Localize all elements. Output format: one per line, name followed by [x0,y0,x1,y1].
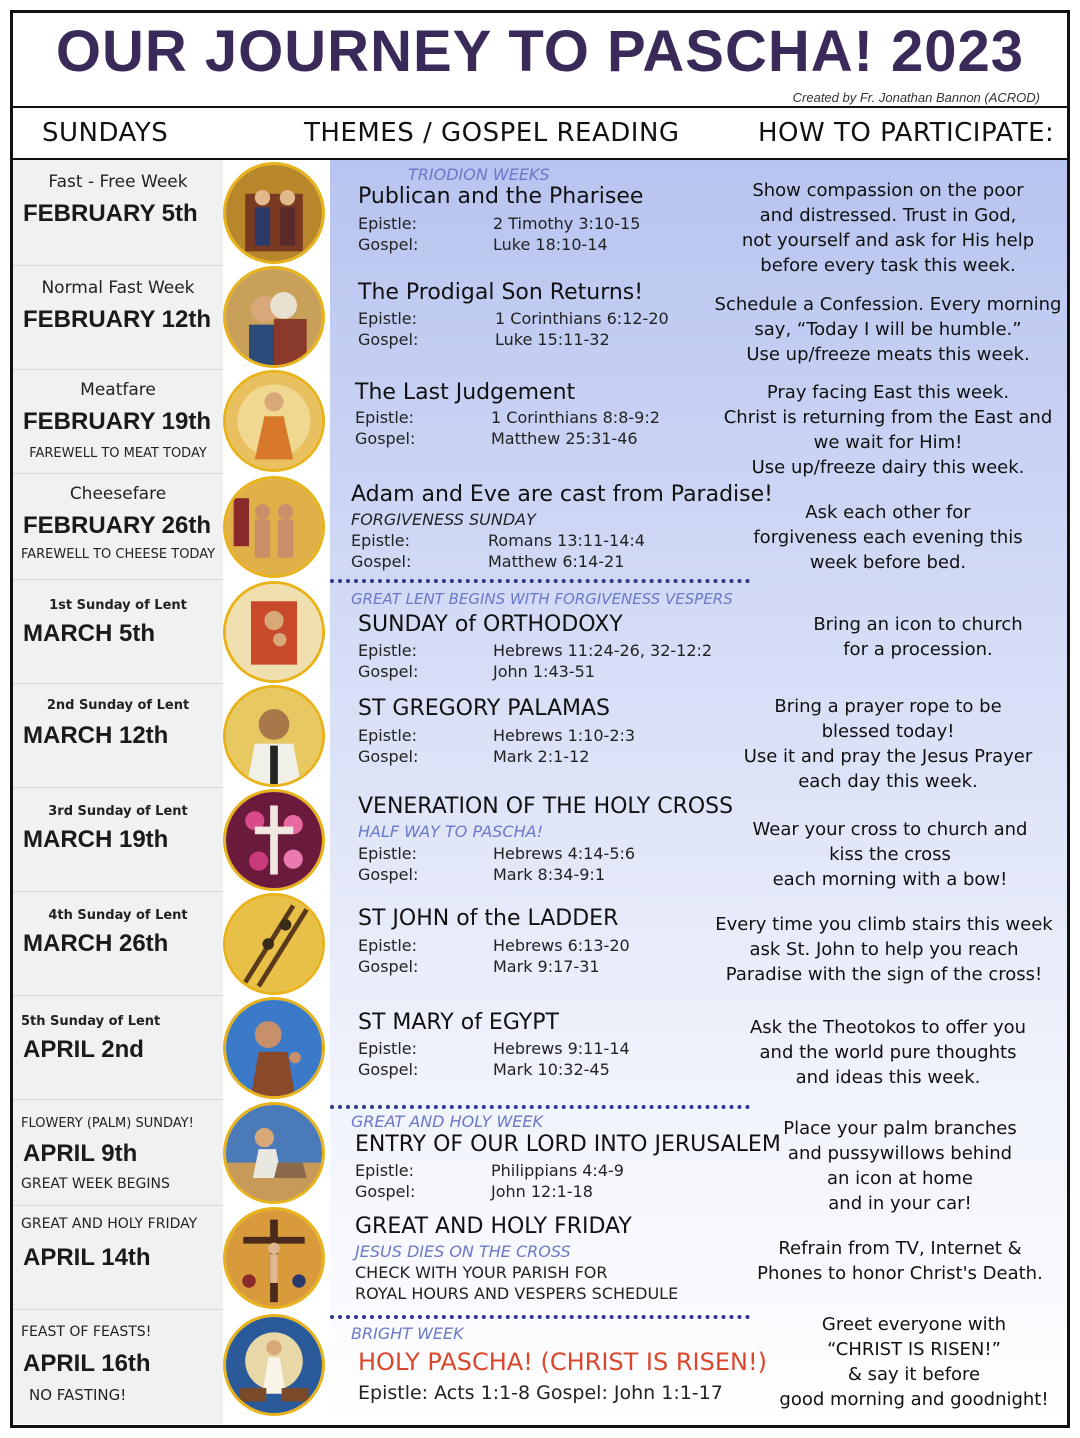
epistle-label: Epistle: [358,936,417,955]
resurrection-icon [223,1314,325,1416]
gospel-label: Gospel: [358,662,419,681]
gospel-reading: Luke 15:11-32 [495,330,610,349]
epistle-reading: Hebrews 9:11-14 [493,1039,630,1058]
theme-subtitle: JESUS DIES ON THE CROSS [355,1242,571,1261]
week-note: FAREWELL TO MEAT TODAY [29,446,207,461]
epistle-reading: Hebrews 11:24-26, 32-12:2 [493,641,713,660]
row-feb-19 [13,370,1067,478]
gospel-reading: Mark 10:32-45 [493,1060,610,1079]
sunday-date: MARCH 19th [23,826,169,853]
column-header-sundays: SUNDAYS [42,118,169,148]
epistle-label: Epistle: [351,531,410,550]
row-mar-12 [13,684,1067,792]
epistle-label: Epistle: [358,641,417,660]
gospel-reading: Mark 9:17-31 [493,957,600,976]
column-header-themes: THEMES / GOSPEL READING [304,118,680,148]
sunday-date: APRIL 14th [23,1244,151,1271]
theme-title: ST JOHN of the LADDER [358,906,619,931]
sunday-date: FEBRUARY 19th [23,408,212,435]
page-title: OUR JOURNEY TO PASCHA! 2023 [55,19,1025,84]
theme-title: ST GREGORY PALAMAS [358,696,611,721]
publican-pharisee-icon [223,162,325,264]
theotokos-icon [223,581,325,683]
participation-text: Bring a prayer rope to be blessed today! Use it and pray the Jesus Prayer each day this week. [743,696,1033,792]
theme-title: Publican and the Pharisee [358,184,644,209]
theme-title: The Last Judgement [355,380,576,405]
sunday-date: MARCH 5th [23,620,155,647]
credit-line: Created by Fr. Jonathan Bannon (ACROD) [792,90,1040,105]
theme-title: ENTRY OF OUR LORD INTO JERUSALEM [355,1132,781,1157]
gospel-label: Gospel: [358,1060,419,1079]
epistle-label: Epistle: [355,1161,414,1180]
theme-subtitle: HALF WAY TO PASCHA! [358,822,543,841]
week-label: Fast - Free Week [48,172,188,192]
sunday-date: MARCH 12th [23,722,169,749]
participation-text: Ask each other for forgiveness each evening this week before bed. [753,502,1023,573]
participation-text: Ask the Theotokos to offer you and the world pure thoughts and ideas this week. [749,1017,1027,1088]
column-header-participate: HOW TO PARTICIPATE: [758,118,1055,148]
prodigal-son-icon [223,266,325,368]
theme-title: GREAT AND HOLY FRIDAY [355,1214,632,1239]
theme-title: SUNDAY of ORTHODOXY [358,612,623,637]
sunday-date: MARCH 26th [23,930,169,957]
sunday-date: APRIL 9th [23,1140,138,1167]
week-note: FAREWELL TO CHEESE TODAY [20,547,216,562]
sunday-date: FEBRUARY 26th [23,512,212,539]
crucifixion-icon [223,1207,325,1309]
theme-subtitle: FORGIVENESS SUNDAY [351,510,536,529]
theme-title: VENERATION OF THE HOLY CROSS [358,794,734,819]
week-label: 2nd Sunday of Lent [46,698,190,713]
epistle-reading: Hebrews 6:13-20 [493,936,630,955]
section-tag-holy-week: GREAT AND HOLY WEEK [351,1112,543,1131]
gospel-reading: Matthew 6:14-21 [488,552,625,571]
gospel-label: Gospel: [358,235,419,254]
gospel-label: Gospel: [351,552,412,571]
participation-text: Schedule a Confession. Every morning say, “Today I will be humble.” Use up/freeze meats this week. [714,294,1062,365]
epistle-reading: Romans 13:11-14:4 [488,531,645,550]
last-judgement-icon [223,370,325,472]
participation-text: Every time you climb stairs this week ask St. John to help you reach Paradise with the sign of the cross! [715,914,1053,985]
gospel-label: Gospel: [358,957,419,976]
gospel-reading: Mark 2:1-12 [493,747,590,766]
theme-title: HOLY PASCHA! (CHRIST IS RISEN!) [358,1348,767,1376]
section-tag-triodion: TRIODION WEEKS [408,165,550,184]
palm-sunday-icon [223,1102,325,1204]
row-mar-5 [13,580,1067,684]
sunday-date: FEBRUARY 5th [23,200,198,227]
theme-title: The Prodigal Son Returns! [358,280,644,305]
participation-text: Place your palm branches and pussywillows behind an icon at home and in your car! [783,1118,1017,1214]
section-tag-bright: BRIGHT WEEK [351,1324,464,1343]
theme-title: ST MARY of EGYPT [358,1010,559,1035]
participation-text: Pray facing East this week. Christ is returning from the East and we wait for Him! Use up/freeze dairy this week. [723,382,1053,478]
epistle-label: Epistle: [358,1039,417,1058]
row-mar-26 [13,892,1067,996]
epistle-label: Epistle: [358,726,417,745]
gospel-reading: John 1:43-51 [493,662,595,681]
row-apr-14 [13,1206,1067,1310]
gospel-reading: John 12:1-18 [491,1182,593,1201]
week-label: FEAST OF FEASTS! [21,1324,152,1340]
header-divider [10,106,1070,108]
participation-text: Greet everyone with “CHRIST IS RISEN!” & say it before good morning and goodnight! [779,1314,1049,1410]
week-note: GREAT WEEK BEGINS [21,1176,170,1192]
gospel-label: Gospel: [355,429,416,448]
row-feb-26 [13,474,1067,580]
holy-cross-icon [223,789,325,891]
week-label: 5th Sunday of Lent [21,1014,161,1029]
participation-text: Refrain from TV, Internet & Phones to honor Christ's Death. [757,1238,1043,1284]
epistle-reading: Hebrews 1:10-2:3 [493,726,636,745]
epistle-label: Epistle: [358,214,417,233]
theme-title: Adam and Eve are cast from Paradise! [351,482,773,507]
week-note: NO FASTING! [29,1386,127,1404]
participation-text: Wear your cross to church and kiss the cross each morning with a bow! [752,819,1028,890]
week-label: 4th Sunday of Lent [48,908,188,923]
section-tag-great-lent: GREAT LENT BEGINS WITH FORGIVENESS VESPERS [351,590,733,608]
gospel-label: Gospel: [358,747,419,766]
epistle-reading: 1 Corinthians 8:8-9:2 [491,408,660,427]
row-apr-16 [13,1310,1067,1424]
sunday-date: APRIL 2nd [23,1036,144,1063]
schedule-note-line: ROYAL HOURS AND VESPERS SCHEDULE [355,1284,679,1303]
row-mar-19 [13,788,1067,892]
schedule-note-line: CHECK WITH YOUR PARISH FOR [355,1263,608,1282]
ladder-icon [223,893,325,995]
week-label: Cheesefare [69,484,167,504]
week-label: 3rd Sunday of Lent [48,804,188,819]
week-label: GREAT AND HOLY FRIDAY [21,1216,198,1232]
gospel-label: Gospel: [355,1182,416,1201]
epistle-reading: Philippians 4:4-9 [491,1161,624,1180]
row-feb-5 [13,160,1067,276]
gospel-reading: Mark 8:34-9:1 [493,865,605,884]
week-label: Normal Fast Week [41,278,195,298]
gregory-palamas-icon [223,685,325,787]
epistle-reading: 2 Timothy 3:10-15 [493,214,641,233]
epistle-reading: 1 Corinthians 6:12-20 [495,309,669,328]
row-feb-12 [13,266,1067,370]
mary-of-egypt-icon [223,997,325,1099]
participation-text: Show compassion on the poor and distressed. Trust in God, not yourself and ask for His help before every task this week. [741,180,1035,276]
gospel-label: Gospel: [358,330,419,349]
week-label: FLOWERY (PALM) SUNDAY! [21,1116,194,1131]
sunday-date: APRIL 16th [23,1350,151,1377]
week-label: 1st Sunday of Lent [49,598,187,613]
gospel-reading: Matthew 25:31-46 [491,429,638,448]
row-apr-9 [13,1100,1067,1214]
week-label: Meatfare [80,380,156,400]
participation-text: Bring an icon to church for a procession. [813,614,1023,660]
row-apr-2 [13,996,1067,1100]
epistle-label: Epistle: [358,844,417,863]
sunday-date: FEBRUARY 12th [23,306,212,333]
adam-eve-icon [223,476,325,578]
gospel-reading: Luke 18:10-14 [493,235,608,254]
epistle-reading: Hebrews 4:14-5:6 [493,844,636,863]
gospel-label: Gospel: [358,865,419,884]
epistle-label: Epistle: [358,309,417,328]
pascha-readings: Epistle: Acts 1:1-8 Gospel: John 1:1-17 [358,1382,723,1404]
epistle-label: Epistle: [355,408,414,427]
